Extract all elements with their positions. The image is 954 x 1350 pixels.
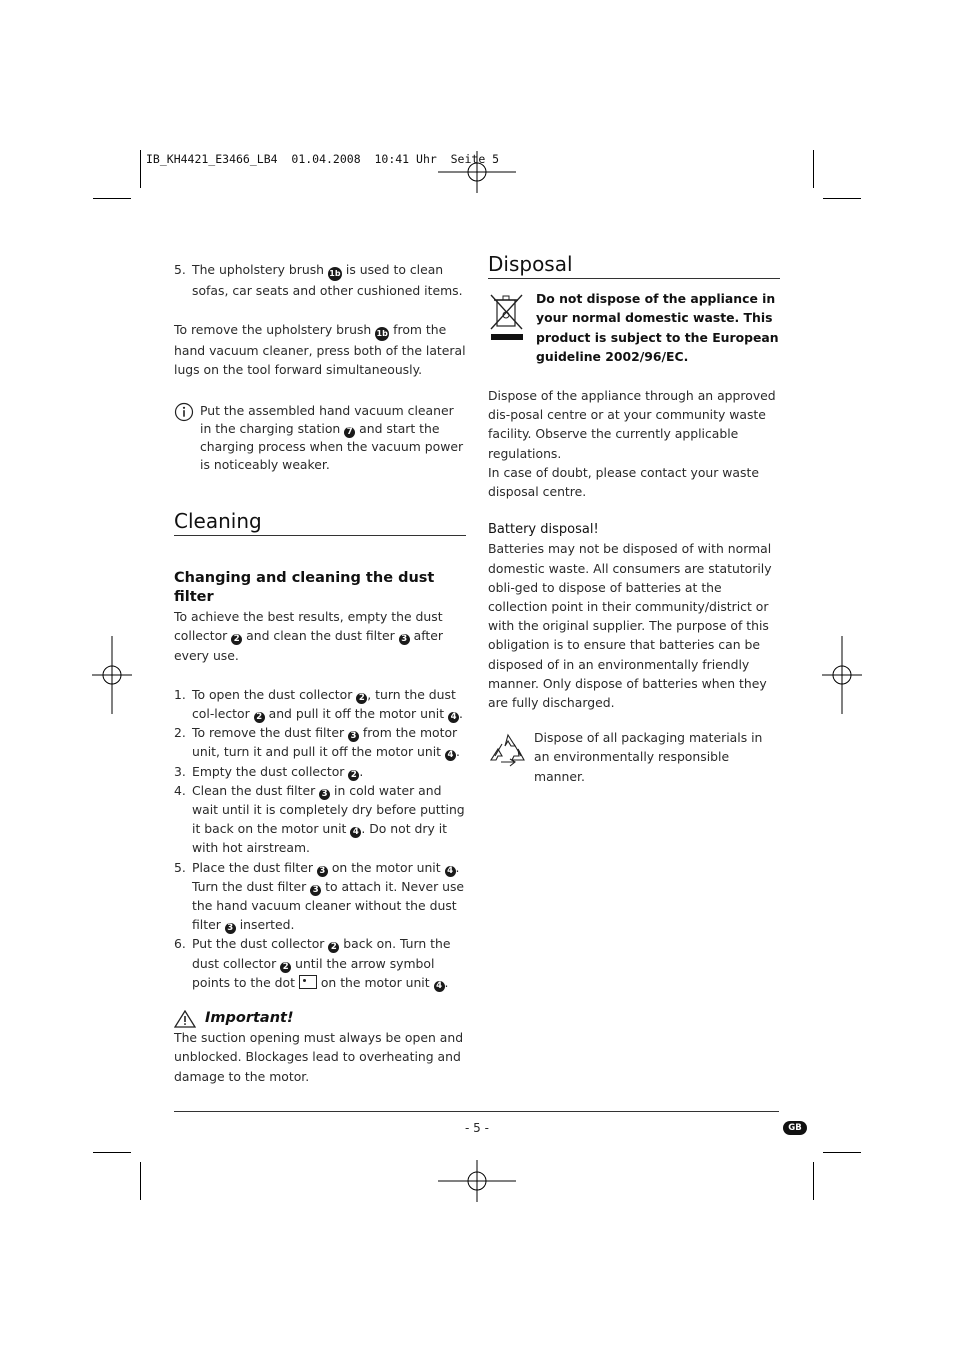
section-title-disposal: Disposal <box>488 255 780 279</box>
part-number-icon: 2 <box>348 770 359 781</box>
section-title-cleaning: Cleaning <box>174 512 466 536</box>
list-number: 5. <box>174 262 186 277</box>
subsection-title-dust-filter: Changing and cleaning the dust filter <box>174 569 435 606</box>
dot-symbol-icon <box>299 975 317 989</box>
warning-icon <box>174 1010 196 1028</box>
part-number-icon: 4 <box>445 866 456 877</box>
list-item: 4. Clean the dust filter 3 in cold water and wait until it is completely dry before putting it back on the motor unit 4 . Do not dry it with hot airstream. <box>174 782 465 856</box>
dust-filter-intro: To achieve the best results, empty the dust collector 2 and clean the dust filter 3 after every use. <box>174 609 443 663</box>
list-item: 2. To remove the dust filter 3 from the motor unit, turn it and pull it off the motor unit 4 . <box>174 725 460 761</box>
registration-mark-left <box>92 636 132 714</box>
left-column <box>174 260 466 1086</box>
battery-title: Battery disposal! <box>488 522 599 538</box>
part-number-icon: 2 <box>356 693 367 704</box>
info-icon <box>174 402 200 474</box>
weee-note <box>488 293 780 366</box>
part-number-icon: 7 <box>344 427 355 438</box>
list-item: 6. Put the dust collector 2 back on. Turn the dust collector 2 until the arrow symbol points to the dot on the motor unit 4 . <box>174 936 451 991</box>
recycling-icon <box>488 732 534 786</box>
part-number-icon: 3 <box>348 731 359 742</box>
part-number-icon: 3 <box>225 923 236 934</box>
dispose-paragraph: Dispose of the appliance through an approved dis-posal centre or at your community waste facility. Observe the currently applicable regulations. <box>488 388 776 461</box>
part-number-icon: 2 <box>254 712 265 723</box>
part-number-icon: 3 <box>310 885 321 896</box>
part-number-icon: 4 <box>448 712 459 723</box>
remove-brush-paragraph: To remove the upholstery brush 1b from the hand vacuum cleaner, press both of the lateral lugs on the tool forward simultaneously. <box>174 322 466 378</box>
part-number-icon: 3 <box>319 789 330 800</box>
important-title: Important! <box>205 1010 294 1027</box>
crossed-out-bin-icon <box>488 293 536 366</box>
part-number-icon: 2 <box>328 942 339 953</box>
part-number-icon: 2 <box>231 634 242 645</box>
dispose-paragraph-2: In case of doubt, please contact your waste disposal centre. <box>488 464 759 500</box>
right-column <box>488 252 780 786</box>
part-number-icon: 4 <box>445 750 456 761</box>
list-item: 1. To open the dust collector 2 , turn the dust col-lector 2 and pull it off the motor unit 4 . <box>174 686 463 723</box>
print-slug: IB_KH4421_E3466_LB4 01.04.2008 10:41 Uhr Seite 5 <box>146 152 500 166</box>
part-number-icon: 4 <box>434 981 445 992</box>
important-heading <box>174 1009 466 1028</box>
registration-mark-top <box>438 133 516 211</box>
battery-text: Batteries may not be disposed of with normal domestic waste. All consumers are statutorily obli-ged to dispose of batteries at the collection point in their community/district or with the original supplier. The purpose of this obligation is to ensure that batteries can be disposed of in an environmentally friendly manner. Only dispose of batteries when they are fully discharged. <box>488 541 772 711</box>
packaging-text: Dispose of all packaging materials in an environmentally responsible manner. <box>534 730 763 784</box>
footer-divider <box>174 1111 779 1112</box>
registration-mark-bottom <box>438 1142 516 1220</box>
steps-list <box>174 685 466 992</box>
part-number-icon: 1b <box>328 267 342 281</box>
part-number-icon: 4 <box>350 827 361 838</box>
registration-mark-right <box>822 636 862 714</box>
info-note: Put the assembled hand vacuum cleaner in the charging station 7 and start the charging process when the vacuum power is noticeably weaker. <box>174 402 466 474</box>
part-number-icon: 3 <box>399 634 410 645</box>
important-text: The suction opening must always be open and unblocked. Blockages lead to overheating and damage to the motor. <box>174 1030 464 1084</box>
page-number: - 5 - <box>465 1121 489 1135</box>
language-badge: GB <box>783 1121 807 1135</box>
packaging-note <box>488 732 780 786</box>
list-item-upholstery-brush: 5. The upholstery brush 1b is used to clean sofas, car seats and other cushioned items. <box>174 260 466 300</box>
part-number-icon: 1b <box>375 327 389 341</box>
list-item: 5. Place the dust filter 3 on the motor unit 4 . Turn the dust filter 3 to attach it. Never use the hand vacuum cleaner without the dust filter 3 inserted. <box>174 859 465 934</box>
weee-text: Do not dispose of the appliance in your normal domestic waste. This product is subject to the European guideline 2002/96/EC. <box>536 291 779 364</box>
part-number-icon: 2 <box>280 962 291 973</box>
list-item: 3. Empty the dust collector 2 . <box>174 763 364 780</box>
part-number-icon: 3 <box>317 866 328 877</box>
